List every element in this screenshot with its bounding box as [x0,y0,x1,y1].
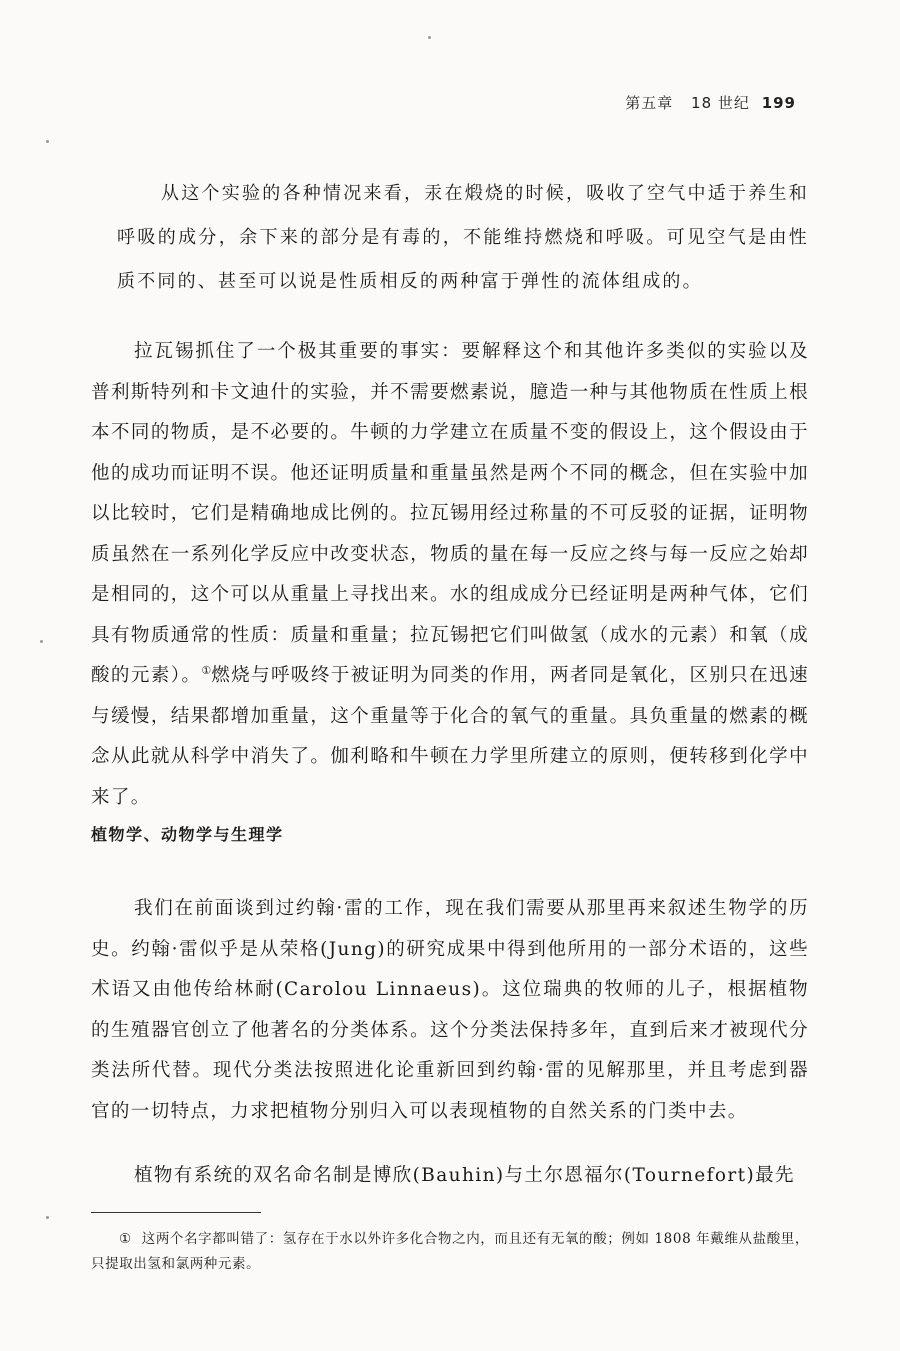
running-header [625,92,796,113]
footnote-divider [91,1212,261,1213]
footnote-marker: ① [119,1231,132,1247]
scan-speck [428,36,431,39]
paragraph-john-ray: 我们在前面谈到过约翰·雷的工作，现在我们需要从那里再来叙述生物学的历史。约翰·雷似乎是从荣格(Jung)的研究成果中得到他所用的一部分术语的，这些术语又由他传给林耐(Carolou Linnaeus)。这位瑞典的牧师的儿子，根据植物的生殖器官创立了他著名的分类体系。这个分类法保持多年，直到后来才被现代分类法所代替。现代分类法按照进化论重新回到约翰·雷的见解那里，并且考虑到器官的一切特点，力求把植物分别归入可以表现植物的自然关系的门类中去。 [91,898,809,1122]
footnote-text: 这两个名字都叫错了：氢存在于水以外许多化合物之内，而且还有无氧的酸；例如 1808 年戴维从盐酸里，只提取出氢和氯两种元素。 [91,1231,810,1272]
section-label: 18 世纪 [691,94,750,112]
page-number: 199 [761,94,796,112]
block-quote: 从这个实验的各种情况来看，汞在煅烧的时候，吸收了空气中适于养生和呼吸的成分，余下来的部分是有毒的，不能维持燃烧和呼吸。可见空气是由性质不同的、甚至可以说是性质相反的两种富于弹性的流体组成的。 [117,183,809,292]
paragraph-lavoisier [91,332,809,818]
scan-speck [46,140,49,143]
chapter-label: 第五章 [625,94,674,112]
paragraph-binomial-nomenclature: 植物有系统的双名命名制是博欣(Bauhin)与土尔恩福尔(Tournefort)最先 [134,1165,795,1186]
footnote [91,1227,809,1277]
section-heading: 植物学、动物学与生理学 [91,825,284,844]
scan-speck [40,640,43,643]
paragraph-lavoisier-part-1: 拉瓦锡抓住了一个极其重要的事实：要解释这个和其他许多类似的实验以及普利斯特列和卡文迪什的实验，并不需要燃素说，臆造一种与其他物质在性质上根本不同的物质，是不必要的。牛顿的力学建立在质量不变的假设上，这个假设由于他的成功而证明不误。他还证明质量和重量虽然是两个不同的概念，但在实验中加以比较时，它们是精确地成比例的。拉瓦锡用经过称量的不可反驳的证据，证明物质虽然在一系列化学反应中改变状态，物质的量在每一反应之终与每一反应之始却是相同的，这个可以从重量上寻找出来。水的组成成分已经证明是两种气体，它们具有物质通常的性质：质量和重量；拉瓦锡把它们叫做氢（成水的元素）和氧（成酸的元素）。 [91,341,809,686]
scan-speck [46,1216,49,1219]
paragraph-lavoisier-part-2: 燃烧与呼吸终于被证明为同类的作用，两者同是氧化，区别只在迅速与缓慢，结果都增加重量，这个重量等于化合的氧气的重量。具负重量的燃素的概念从此就从科学中消失了。伽利略和牛顿在力学里所建立的原则，便转移到化学中来了。 [91,665,809,808]
footnote-reference: ① [201,663,212,677]
